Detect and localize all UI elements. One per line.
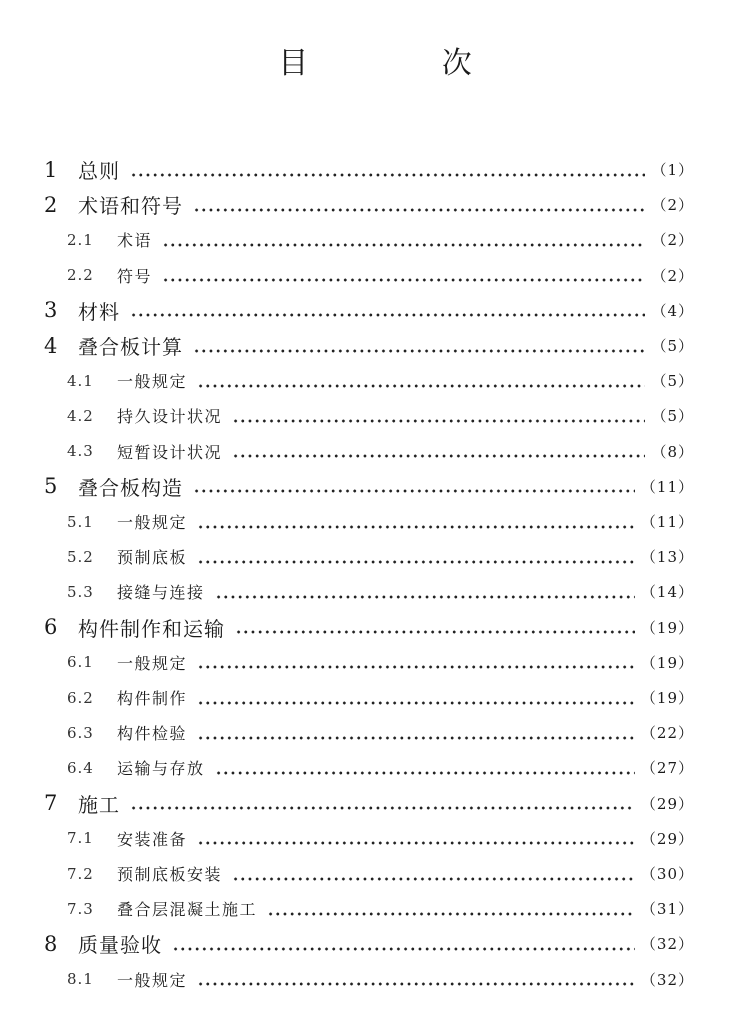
toc-entry-page: （1） — [651, 161, 694, 179]
toc-entry[interactable] — [0, 258, 750, 293]
toc-dot-leader — [197, 736, 635, 740]
toc-dot-leader — [197, 525, 635, 529]
toc-entry-number: 6.2 — [67, 688, 94, 707]
toc-entry-title: 构件制作和运输 — [78, 616, 225, 641]
toc-entry-number: 5 — [44, 474, 58, 499]
toc-entry-number: 7 — [44, 791, 58, 816]
toc-entry-title: 构件检验 — [117, 724, 188, 744]
toc-entry[interactable] — [0, 152, 750, 187]
toc-entry-page: （11） — [640, 513, 694, 531]
toc-entry-page: （13） — [640, 548, 694, 567]
toc-entry[interactable] — [0, 539, 750, 574]
toc-entry-page: （2） — [651, 266, 694, 285]
toc-entry-title: 总则 — [78, 159, 120, 183]
page-title: 目 次 — [278, 46, 534, 81]
toc-entry-number: 5.1 — [67, 512, 94, 531]
toc-entry-number: 4.2 — [67, 406, 94, 425]
toc-entry-title: 一般规定 — [117, 653, 188, 673]
toc-dot-leader — [193, 349, 645, 353]
toc-entry[interactable] — [0, 715, 750, 750]
toc-entry-page: （31） — [640, 900, 694, 919]
toc-entry-page: （5） — [651, 407, 694, 426]
toc-entry[interactable] — [0, 750, 750, 785]
toc-entry-number: 5.2 — [67, 547, 94, 566]
toc-entry-number: 2.2 — [67, 266, 94, 285]
toc-dot-leader — [232, 419, 645, 423]
toc-entry[interactable] — [0, 786, 750, 821]
toc-entry-page: （27） — [640, 759, 694, 778]
toc-entry-number: 7.2 — [67, 864, 94, 883]
toc-entry-title: 施工 — [78, 792, 120, 817]
toc-entry-page: （2） — [651, 196, 694, 215]
toc-dot-leader — [197, 841, 635, 845]
toc-dot-leader — [215, 595, 635, 599]
toc-entry[interactable] — [0, 962, 750, 997]
toc-entry[interactable] — [0, 293, 750, 328]
toc-dot-leader — [197, 665, 635, 669]
toc-entry-title: 一般规定 — [117, 372, 188, 392]
toc-entry[interactable] — [0, 610, 750, 645]
toc-entry[interactable] — [0, 398, 750, 433]
toc-entry-number: 6.3 — [67, 723, 94, 742]
toc-entry[interactable] — [0, 680, 750, 715]
toc-entry[interactable] — [0, 645, 750, 680]
toc-entry-number: 7.3 — [67, 899, 94, 918]
toc-entry-title: 一般规定 — [117, 970, 188, 990]
toc-entry-page: （14） — [640, 583, 694, 602]
toc-entry[interactable] — [0, 926, 750, 961]
toc-entry-page: （32） — [640, 970, 694, 989]
toc-dot-leader — [130, 806, 635, 810]
toc-entry[interactable] — [0, 821, 750, 856]
toc-entry-page: （2） — [651, 231, 694, 250]
toc-entry-page: （29） — [640, 794, 694, 813]
toc-entry-title: 持久设计状况 — [117, 407, 223, 427]
toc-entry-title: 预制底板安装 — [117, 865, 223, 884]
toc-entry-title: 叠合板构造 — [78, 475, 183, 500]
toc-entry-title: 预制底板 — [117, 548, 188, 568]
toc-dot-leader — [197, 701, 635, 705]
toc-dot-leader — [197, 982, 635, 986]
toc-dot-leader — [162, 278, 645, 282]
toc-dot-leader — [172, 947, 635, 951]
toc-entry-page: （32） — [640, 935, 694, 954]
toc-entry[interactable] — [0, 504, 750, 539]
toc-entry-page: （30） — [640, 865, 694, 883]
toc-entry-number: 7.1 — [67, 829, 94, 848]
toc-entry-title: 安装准备 — [117, 829, 188, 849]
toc-entry-page: （11） — [640, 477, 694, 496]
toc-entry-page: （5） — [651, 337, 694, 355]
toc-entry-number: 8 — [44, 931, 58, 956]
toc-entry[interactable] — [0, 187, 750, 222]
toc-entry-number: 3 — [44, 298, 58, 323]
toc-entry-title: 接缝与连接 — [117, 583, 205, 603]
toc-entry-title: 材料 — [78, 299, 120, 324]
toc-entry-number: 6 — [44, 615, 58, 640]
toc-entry-title: 构件制作 — [117, 689, 188, 708]
toc-dot-leader — [235, 630, 635, 634]
toc-dot-leader — [130, 313, 645, 317]
toc-dot-leader — [232, 877, 635, 881]
toc-dot-leader — [232, 454, 645, 458]
toc-entry[interactable] — [0, 363, 750, 398]
toc-entry-page: （8） — [651, 442, 694, 461]
toc-dot-leader — [267, 912, 635, 916]
toc-entry[interactable] — [0, 328, 750, 363]
toc-dot-leader — [130, 173, 645, 177]
toc-entry-number: 6.4 — [67, 758, 94, 777]
toc-entry[interactable] — [0, 891, 750, 926]
toc-entry-page: （4） — [651, 301, 694, 320]
toc-dot-leader — [193, 489, 635, 493]
toc-entry-number: 4.1 — [67, 371, 94, 390]
toc-entry-title: 符号 — [117, 266, 153, 286]
toc-entry-number: 4.3 — [67, 442, 94, 461]
toc-entry-title: 质量验收 — [78, 933, 162, 958]
toc-dot-leader — [193, 208, 645, 212]
toc-entry-page: （19） — [640, 618, 694, 637]
toc-entry-title: 短暂设计状况 — [117, 442, 223, 462]
toc-entry-page: （19） — [640, 653, 694, 672]
toc-entry[interactable] — [0, 469, 750, 504]
toc-dot-leader — [197, 384, 645, 388]
toc-entry-title: 叠合层混凝土施工 — [117, 900, 258, 920]
toc-dot-leader — [197, 560, 635, 564]
toc-entry-title: 一般规定 — [117, 513, 188, 532]
toc-dot-leader — [162, 243, 645, 247]
toc-entry-title: 运输与存放 — [117, 759, 205, 779]
toc-entry-page: （19） — [640, 689, 694, 707]
toc-dot-leader — [215, 771, 635, 775]
toc-entry-title: 术语和符号 — [78, 194, 183, 219]
toc-entry-number: 1 — [44, 157, 58, 182]
toc-entry[interactable] — [0, 222, 750, 257]
toc-entry-page: （5） — [651, 372, 694, 391]
toc-entry-number: 5.3 — [67, 582, 94, 601]
toc-entry-number: 4 — [44, 333, 58, 358]
toc-entry[interactable] — [0, 856, 750, 891]
toc-entry-title: 叠合板计算 — [78, 335, 183, 359]
toc-entry-page: （29） — [640, 829, 694, 848]
toc-entry[interactable] — [0, 574, 750, 609]
toc-entry-title: 术语 — [117, 231, 153, 251]
toc-entry-number: 2.1 — [67, 230, 94, 249]
toc-entry[interactable] — [0, 434, 750, 469]
toc-entry-number: 2 — [44, 192, 58, 217]
toc-entry-page: （22） — [640, 724, 694, 743]
toc-entry-number: 6.1 — [67, 653, 94, 672]
toc-entry-number: 8.1 — [67, 970, 94, 989]
